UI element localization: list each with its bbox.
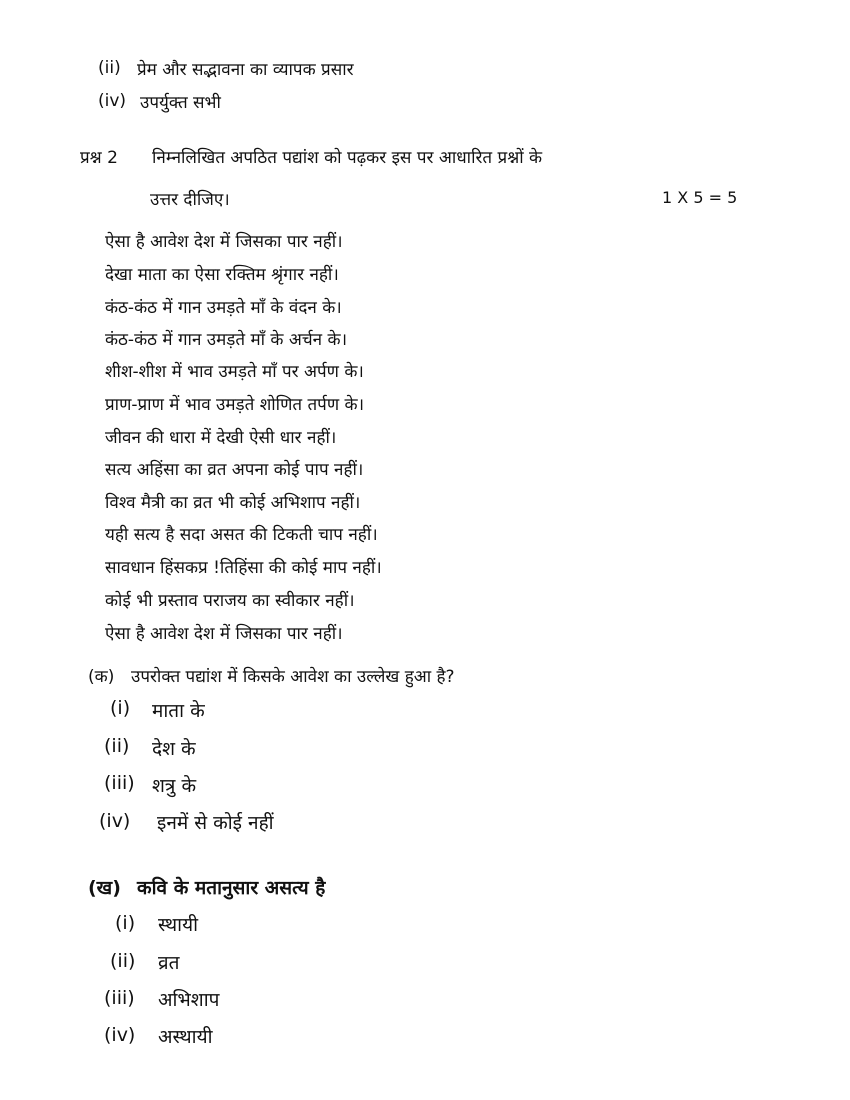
poem-line: विश्व मैत्री का व्रत भी कोई अभिशाप नहीं। — [105, 493, 361, 513]
option-number: (ii) — [104, 735, 130, 757]
option-text: स्थायी — [158, 914, 199, 936]
poem-line: कोई भी प्रस्ताव पराजय का स्वीकार नहीं। — [105, 591, 355, 611]
sub-question-label: (क) — [88, 667, 115, 687]
option-text: उपर्युक्त सभी — [140, 93, 221, 113]
option-text: माता के — [152, 700, 205, 722]
option-number: (iv) — [104, 1024, 136, 1046]
option-number: (iii) — [104, 987, 135, 1009]
poem-line: देखा माता का ऐसा रक्तिम श्रृंगार नहीं। — [105, 265, 339, 285]
poem-line: शीश-शीश में भाव उमड़ते माँ पर अर्पण के। — [105, 362, 364, 382]
option-number: (i) — [115, 912, 136, 934]
option-text: अस्थायी — [158, 1026, 213, 1048]
poem-line: ऐसा है आवेश देश में जिसका पार नहीं। — [105, 624, 343, 644]
option-number: (iv) — [98, 91, 127, 111]
option-text: देश के — [152, 738, 196, 760]
option-text: शत्रु के — [152, 775, 197, 797]
poem-line: कंठ-कंठ में गान उमड़ते माँ के अर्चन के। — [105, 330, 348, 350]
poem-line: ऐसा है आवेश देश में जिसका पार नहीं। — [105, 232, 343, 252]
poem-line: सावधान हिंसकप्र !तिहिंसा की कोई माप नहीं। — [105, 558, 382, 578]
poem-line: जीवन की धारा में देखी ऐसी धार नहीं। — [105, 428, 337, 448]
sub-question-text: कवि के मतानुसार असत्य है — [137, 877, 326, 899]
poem-line: कंठ-कंठ में गान उमड़ते माँ के वंदन के। — [105, 298, 342, 318]
sub-question-text: उपरोक्त पद्यांश में किसके आवेश का उल्लेख हुआ है? — [131, 667, 455, 687]
question-instruction-line2: उत्तर दीजिए। — [150, 190, 230, 210]
option-number: (i) — [110, 697, 131, 719]
option-text: व्रत — [158, 952, 180, 974]
sub-question-label: (ख) — [88, 877, 121, 899]
option-number: (ii) — [110, 950, 136, 972]
question-marks: 1 X 5 = 5 — [662, 188, 738, 207]
poem-line: यही सत्य है सदा असत की टिकती चाप नहीं। — [105, 525, 378, 545]
option-text: प्रेम और सद्भावना का व्यापक प्रसार — [137, 60, 354, 80]
question-instruction-line1: निम्नलिखित अपठित पद्यांश को पढ़कर इस पर आधारित प्रश्नों के — [152, 148, 543, 168]
question-label: प्रश्न 2 — [80, 148, 118, 168]
poem-line: सत्य अहिंसा का व्रत अपना कोई पाप नहीं। — [105, 460, 364, 480]
option-number: (iv) — [99, 810, 131, 832]
option-number: (ii) — [98, 58, 121, 78]
poem-line: प्राण-प्राण में भाव उमड़ते शोणित तर्पण के। — [105, 395, 365, 415]
option-text: इनमें से कोई नहीं — [157, 812, 274, 834]
option-text: अभिशाप — [158, 989, 220, 1011]
option-number: (iii) — [104, 772, 135, 794]
